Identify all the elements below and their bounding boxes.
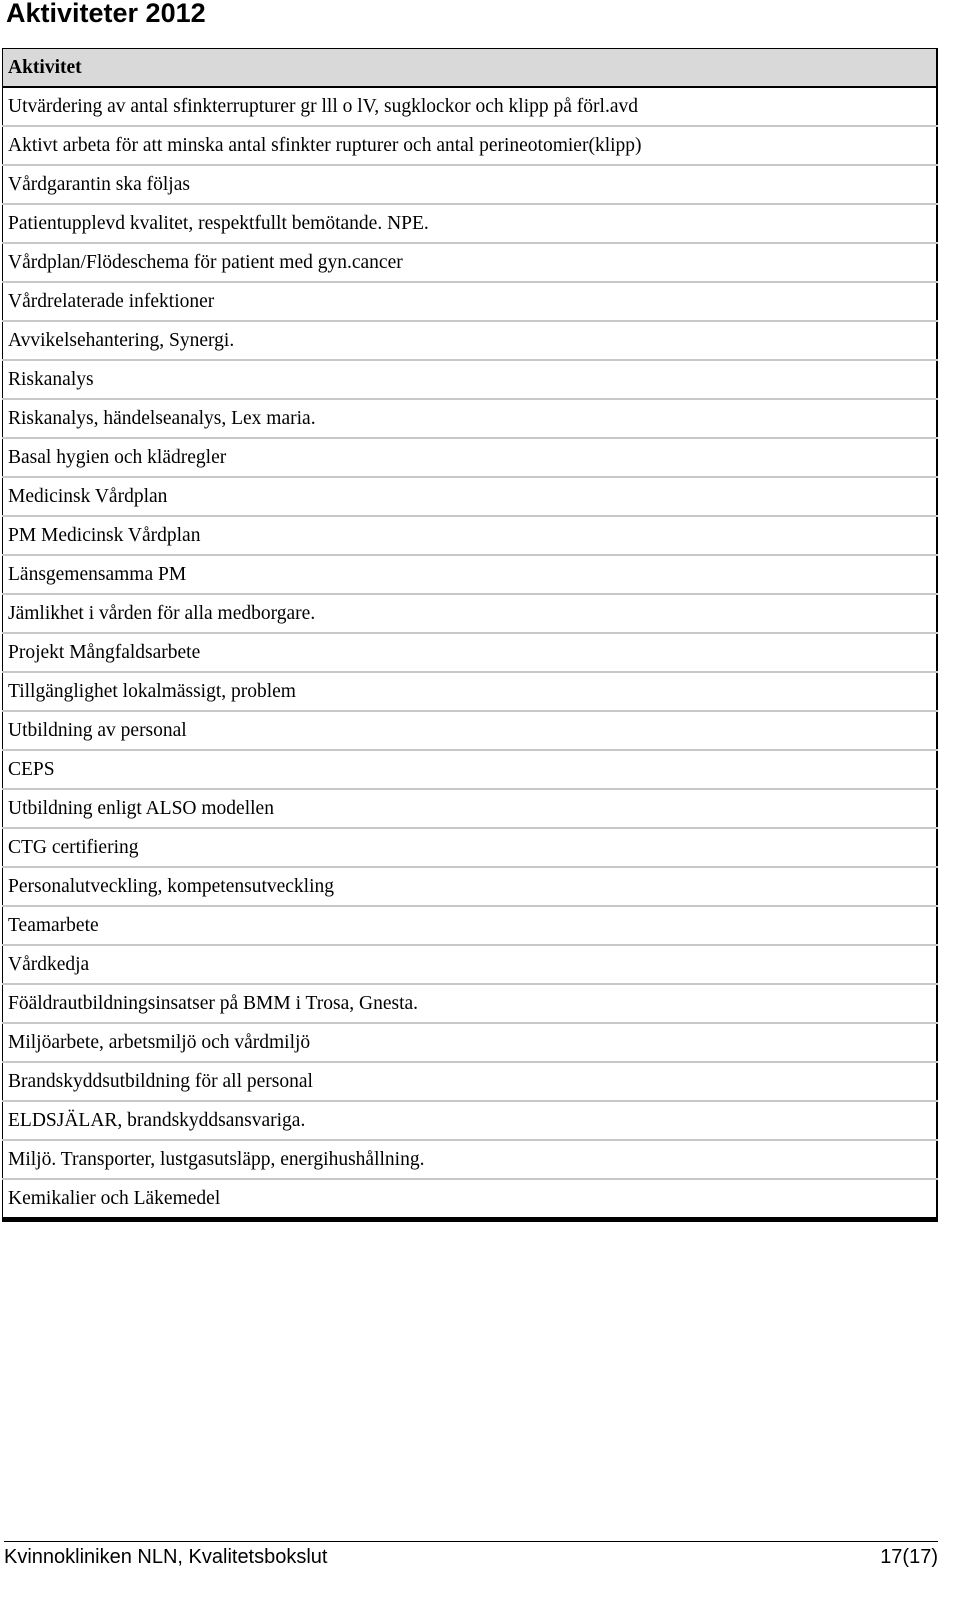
table-row [3, 789, 938, 828]
table-row [3, 204, 938, 243]
table-cell: PM Medicinsk Vårdplan [3, 516, 938, 555]
table-row [3, 1140, 938, 1179]
table-cell: Jämlikhet i vården för alla medborgare. [3, 594, 938, 633]
table-cell: Länsgemensamma PM [3, 555, 938, 594]
table-cell: Tillgänglighet lokalmässigt, problem [3, 672, 938, 711]
table-cell: Miljö. Transporter, lustgasutsläpp, energihushållning. [3, 1140, 938, 1179]
table-row [3, 555, 938, 594]
table-row [3, 945, 938, 984]
table-cell: CTG certifiering [3, 828, 938, 867]
table-cell: Aktivt arbeta för att minska antal sfinkter rupturer och antal perineotomier(klipp) [3, 126, 938, 165]
page-footer [4, 1541, 938, 1570]
page-title: Aktiviteter 2012 [6, 0, 206, 28]
table-cell: Miljöarbete, arbetsmiljö och vårdmiljö [3, 1023, 938, 1062]
table-cell: Vårdkedja [3, 945, 938, 984]
table-cell: Avvikelsehantering, Synergi. [3, 321, 938, 360]
table-row [3, 711, 938, 750]
table-cell: Teamarbete [3, 906, 938, 945]
table-row [3, 399, 938, 438]
table-row [3, 1023, 938, 1062]
table-row [3, 906, 938, 945]
footer-page-number: 17(17) [880, 1546, 938, 1568]
table-cell: Medicinsk Vårdplan [3, 477, 938, 516]
table-row [3, 165, 938, 204]
table-cell: Vårdgarantin ska följas [3, 165, 938, 204]
table-cell: Kemikalier och Läkemedel [3, 1179, 938, 1220]
table-row [3, 633, 938, 672]
table-cell: Utbildning enligt ALSO modellen [3, 789, 938, 828]
table-cell: Brandskyddsutbildning för all personal [3, 1062, 938, 1101]
activities-table [2, 48, 938, 1222]
table-row [3, 477, 938, 516]
table-row [3, 516, 938, 555]
table-row [3, 360, 938, 399]
table-cell: Utbildning av personal [3, 711, 938, 750]
table-cell: CEPS [3, 750, 938, 789]
table-row [3, 984, 938, 1023]
table-header-row [3, 49, 938, 88]
table-cell: Utvärdering av antal sfinkterrupturer gr lll o lV, sugklockor och klipp på förl.avd [3, 87, 938, 126]
table-row [3, 1101, 938, 1140]
table-row [3, 594, 938, 633]
activities-table-body [3, 87, 938, 1220]
table-row [3, 321, 938, 360]
table-cell: Vårdrelaterade infektioner [3, 282, 938, 321]
table-row [3, 672, 938, 711]
footer-document-title: Kvinnokliniken NLN, Kvalitetsbokslut [4, 1546, 328, 1568]
table-cell: ELDSJÄLAR, brandskyddsansvariga. [3, 1101, 938, 1140]
table-row [3, 828, 938, 867]
table-row [3, 1179, 938, 1220]
table-cell: Vårdplan/Flödeschema för patient med gyn.cancer [3, 243, 938, 282]
table-row [3, 867, 938, 906]
table-cell: Föäldrautbildningsinsatser på BMM i Trosa, Gnesta. [3, 984, 938, 1023]
table-cell: Patientupplevd kvalitet, respektfullt bemötande. NPE. [3, 204, 938, 243]
table-row [3, 750, 938, 789]
table-cell: Basal hygien och klädregler [3, 438, 938, 477]
table-cell: Riskanalys, händelseanalys, Lex maria. [3, 399, 938, 438]
table-row [3, 243, 938, 282]
table-row [3, 87, 938, 126]
column-header-aktivitet: Aktivitet [3, 49, 938, 88]
table-row [3, 1062, 938, 1101]
table-row [3, 438, 938, 477]
table-cell: Personalutveckling, kompetensutveckling [3, 867, 938, 906]
table-row [3, 126, 938, 165]
table-row [3, 282, 938, 321]
table-cell: Riskanalys [3, 360, 938, 399]
table-cell: Projekt Mångfaldsarbete [3, 633, 938, 672]
